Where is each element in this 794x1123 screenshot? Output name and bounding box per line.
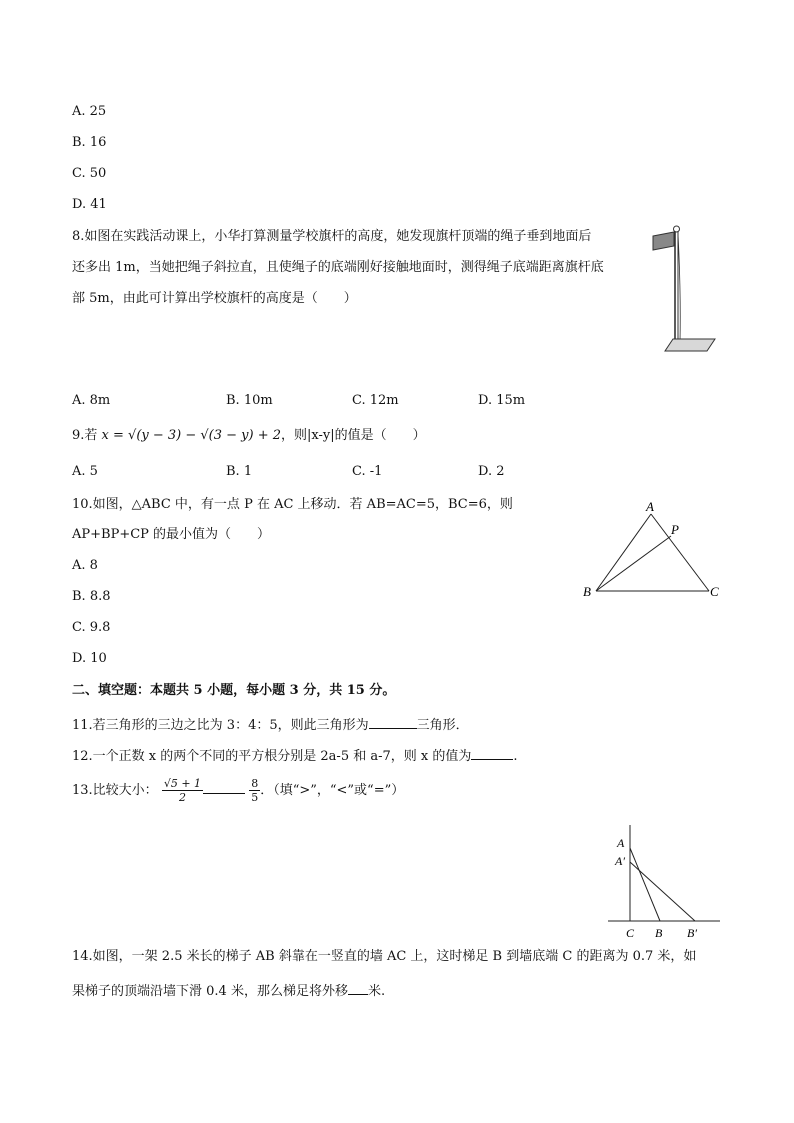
q9-suffix: ，则|x-y|的值是（ ）: [281, 428, 426, 443]
q13-fraction-right-den: 5: [251, 791, 259, 804]
q13-fraction-right-num: 8: [251, 777, 259, 790]
q13-fraction-left-den: 2: [178, 791, 186, 804]
q9-option-a: A. 5: [72, 464, 98, 479]
q12-text-post: .: [513, 749, 518, 764]
label-c-bottom: C: [626, 926, 635, 940]
q9-prefix: 9.若: [72, 428, 102, 443]
q7-option-c: C. 50: [72, 166, 107, 181]
q7-option-b: B. 16: [72, 135, 107, 150]
q11-text-post: 三角形．: [416, 718, 469, 733]
label-a: A: [646, 499, 654, 514]
triangle-abc-figure: [578, 496, 728, 606]
q10-stem-line1: 10.如图，△ABC 中，有一点 P 在 AC 上移动．若 AB=AC=5，BC=6，则: [72, 497, 513, 512]
q12-text-pre: 12.一个正数 x 的两个不同的平方根分别是 2a-5 和 a-7，则 x 的值为: [72, 749, 472, 764]
q12-answer-blank: [471, 745, 513, 760]
q9-option-b: B. 1: [226, 464, 253, 479]
q13-text-post: ．（填“>”，“<”或“=”）: [260, 783, 405, 798]
q7-option-a: A. 25: [72, 104, 107, 119]
q12-stem: [72, 745, 518, 766]
q13-fraction-right: [249, 777, 260, 804]
ladder-figure: [604, 820, 726, 944]
q11-stem: [72, 714, 469, 735]
label-b: B: [583, 584, 591, 599]
q9-option-c: C. -1: [352, 464, 383, 479]
q8-option-d: D. 15m: [478, 393, 526, 408]
q9-option-d: D. 2: [478, 464, 505, 479]
label-a-top: A: [617, 836, 625, 850]
q14-text-post: 米.: [367, 984, 386, 999]
label-b-bottom: B: [655, 926, 663, 940]
q8-option-c: C. 12m: [352, 393, 399, 408]
q10-option-c: C. 9.8: [72, 620, 111, 635]
q10-stem-line2: AP+BP+CP 的最小值为（ ）: [72, 527, 271, 542]
q14-answer-blank: [348, 980, 368, 995]
label-c: C: [710, 584, 719, 599]
q11-text-pre: 11.若三角形的三边之比为 3：4：5，则此三角形为: [72, 718, 369, 733]
q14-text-pre: 果梯子的顶端沿墙下滑 0.4 米，那么梯足将外移: [72, 984, 348, 999]
q14-stem-line2: [72, 980, 385, 1001]
q7-option-d: D. 41: [72, 197, 107, 212]
q9-stem: [72, 427, 426, 445]
q10-option-b: B. 8.8: [72, 589, 111, 604]
section2-heading: 二、填空题：本题共 5 小题，每小题 3 分，共 15 分。: [72, 683, 396, 698]
q13-stem: [72, 774, 404, 808]
q11-answer-blank: [369, 714, 417, 729]
q13-fraction-left-num: √5 + 1: [163, 777, 202, 790]
q10-option-d: D. 10: [72, 651, 107, 666]
label-b-prime: B′: [687, 926, 697, 940]
q8-stem-line2: 还多出 1m，当她把绳子斜拉直，且使绳子的底端刚好接触地面时，测得绳子底端距离旗杆底: [72, 260, 604, 275]
q13-text-pre: 13.比较大小：: [72, 783, 158, 798]
label-p: P: [671, 522, 679, 537]
q13-fraction-left: [162, 777, 203, 804]
q8-stem-line3: 部 5m，由此可计算出学校旗杆的高度是（ ）: [72, 291, 357, 306]
q8-stem-line1: 8.如图在实践活动课上，小华打算测量学校旗杆的高度，她发现旗杆顶端的绳子垂到地面后: [72, 229, 592, 244]
q9-formula: x = √(y − 3) − √(3 − y) + 2: [101, 428, 282, 443]
label-a-prime: A′: [615, 854, 625, 868]
q10-option-a: A. 8: [72, 558, 98, 573]
q8-option-a: A. 8m: [72, 393, 111, 408]
q14-stem-line1: 14.如图，一架 2.5 米长的梯子 AB 斜靠在一竖直的墙 AC 上，这时梯足 B 到墙底端 C 的距离为 0.7 米，如: [72, 949, 697, 964]
q13-answer-blank: [203, 779, 245, 794]
flagpole-figure: [650, 222, 730, 357]
q8-option-b: B. 10m: [226, 393, 273, 408]
